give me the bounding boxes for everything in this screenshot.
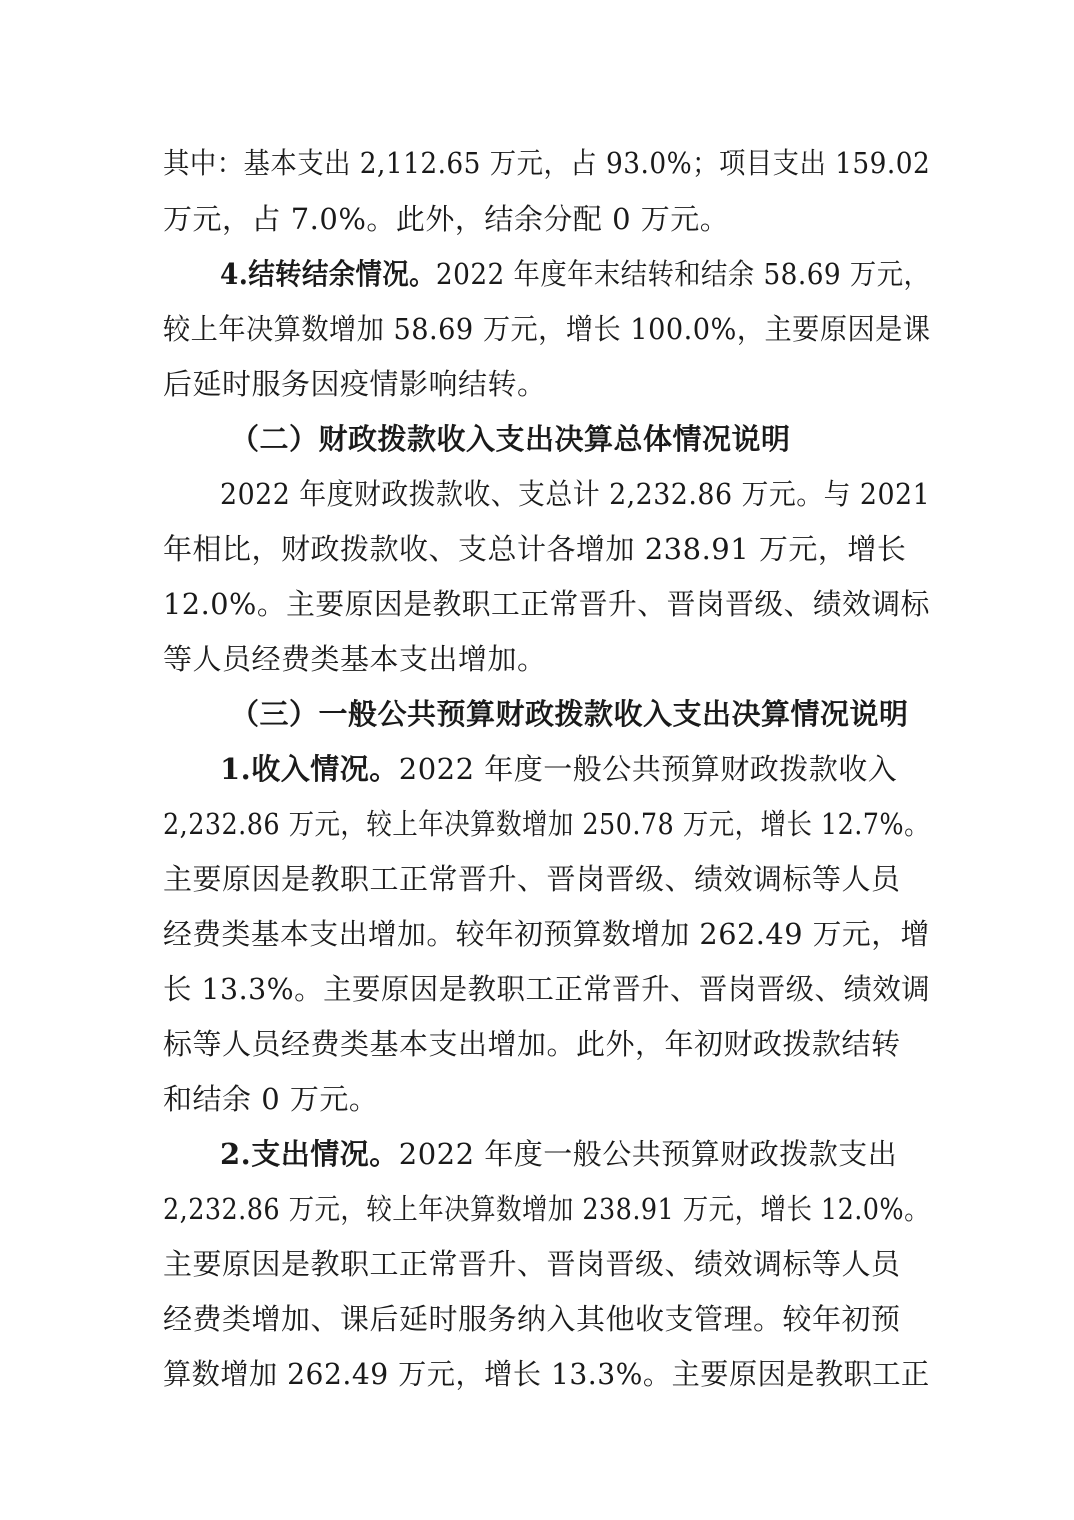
paragraph-heading: 2.支出情况。 xyxy=(220,1137,399,1171)
text-line: 1.收入情况。2022 年度一般公共预算财政拨款收入 xyxy=(220,752,898,786)
text-line: 经费类基本支出增加。较年初预算数增加 262.49 万元，增 xyxy=(163,917,930,951)
text-line: 4.结转结余情况。2022 年度年末结转和结余 58.69 万元， xyxy=(220,257,931,291)
section-heading: （二）财政拨款收入支出决算总体情况说明 xyxy=(230,422,791,456)
paragraph-heading: 1.收入情况。 xyxy=(220,752,399,786)
text-line: 年相比，财政拨款收、支总计各增加 238.91 万元，增长 xyxy=(163,532,907,566)
text-line: 2.支出情况。2022 年度一般公共预算财政拨款支出 xyxy=(220,1137,898,1171)
text-line: 其中：基本支出 2,112.65 万元，占 93.0%；项目支出 159.02 xyxy=(163,146,931,180)
text-line: 后延时服务因疫情影响结转。 xyxy=(163,367,547,401)
section-heading: （三）一般公共预算财政拨款收入支出决算情况说明 xyxy=(230,697,909,731)
text-line: 较上年决算数增加 58.69 万元，增长 100.0%，主要原因是课 xyxy=(163,312,931,346)
text-line: 主要原因是教职工正常晋升、晋岗晋级、绩效调标等人员 xyxy=(163,1247,901,1281)
text-line: 2,232.86 万元，较上年决算数增加 238.91 万元，增长 12.0%。 xyxy=(163,1192,931,1226)
text-line: 2,232.86 万元，较上年决算数增加 250.78 万元，增长 12.7%。 xyxy=(163,807,931,841)
text-line: 等人员经费类基本支出增加。 xyxy=(163,642,547,676)
text-line: 算数增加 262.49 万元，增长 13.3%。主要原因是教职工正 xyxy=(163,1357,930,1391)
text-line: 12.0%。主要原因是教职工正常晋升、晋岗晋级、绩效调标 xyxy=(163,587,930,621)
text-line: 万元，占 7.0%。此外，结余分配 0 万元。 xyxy=(163,202,730,236)
text-line: 和结余 0 万元。 xyxy=(163,1082,379,1116)
text-line: 主要原因是教职工正常晋升、晋岗晋级、绩效调标等人员 xyxy=(163,862,901,896)
text-line: 标等人员经费类基本支出增加。此外，年初财政拨款结转 xyxy=(163,1027,901,1061)
text-line: 经费类增加、课后延时服务纳入其他收支管理。较年初预 xyxy=(163,1302,901,1336)
text-line: 长 13.3%。主要原因是教职工正常晋升、晋岗晋级、绩效调 xyxy=(163,972,931,1006)
text-line: 2022 年度财政拨款收、支总计 2,232.86 万元。与 2021 xyxy=(220,477,931,511)
paragraph-heading: 4.结转结余情况。 xyxy=(220,257,436,291)
